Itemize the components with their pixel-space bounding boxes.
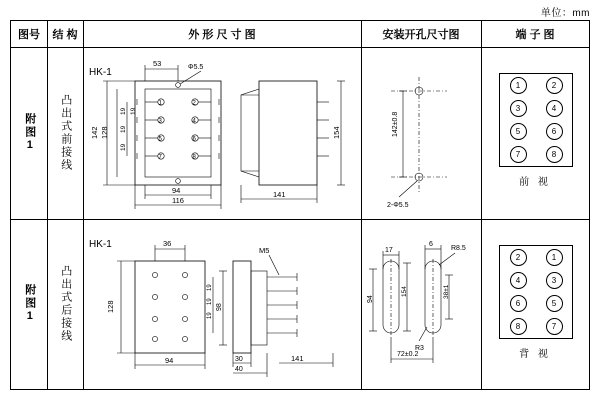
col-divider-4 xyxy=(481,21,482,389)
terminal-7: 7 xyxy=(546,318,563,335)
svg-text:3: 3 xyxy=(158,118,162,125)
header-col-terminal: 端 子 图 xyxy=(515,29,555,41)
svg-text:19: 19 xyxy=(120,143,127,151)
header-col-code: 图号 xyxy=(18,29,40,41)
svg-text:6: 6 xyxy=(429,241,433,248)
svg-text:141: 141 xyxy=(291,354,304,363)
svg-text:154: 154 xyxy=(332,126,341,139)
header-col-outline: 外 形 尺 寸 图 xyxy=(188,29,256,41)
row1-model: HK-1 xyxy=(89,67,112,78)
svg-text:19: 19 xyxy=(120,107,127,115)
svg-text:141: 141 xyxy=(273,190,286,199)
svg-text:94: 94 xyxy=(367,295,374,303)
svg-text:7: 7 xyxy=(158,154,162,161)
svg-text:17: 17 xyxy=(385,247,393,254)
terminal-1: 1 xyxy=(546,249,563,266)
terminal-4: 4 xyxy=(510,272,527,289)
svg-text:40: 40 xyxy=(235,366,243,373)
row1-struct xyxy=(47,47,83,219)
row2-struct-text: 凸出式后接线 xyxy=(59,265,72,343)
svg-text:94: 94 xyxy=(172,186,181,195)
unit-note: 单位：mm xyxy=(540,8,590,19)
row2-outline-drawing xyxy=(83,219,361,389)
terminal-2: 2 xyxy=(510,249,527,266)
svg-text:Φ5.5: Φ5.5 xyxy=(188,64,204,71)
svg-text:128: 128 xyxy=(106,300,115,313)
svg-text:98: 98 xyxy=(216,303,223,311)
header-col-mount: 安装开孔尺寸图 xyxy=(382,29,460,41)
svg-text:6: 6 xyxy=(192,136,196,143)
terminal-8: 8 xyxy=(510,318,527,335)
svg-text:R3: R3 xyxy=(415,345,424,352)
svg-text:30: 30 xyxy=(235,356,243,363)
svg-text:2-Φ5.5: 2-Φ5.5 xyxy=(387,202,409,209)
svg-text:142: 142 xyxy=(90,126,99,139)
terminal-2: 2 xyxy=(546,77,563,94)
row2-struct xyxy=(47,219,83,389)
drawing-table xyxy=(10,20,590,390)
row1-terminal-caption: 前 视 xyxy=(519,177,551,188)
svg-text:8: 8 xyxy=(192,154,196,161)
svg-text:128: 128 xyxy=(100,126,109,139)
svg-text:53: 53 xyxy=(153,59,162,68)
row1-outline-drawing xyxy=(83,47,361,219)
svg-text:19: 19 xyxy=(207,284,213,291)
row2-code xyxy=(11,219,47,389)
terminal-5: 5 xyxy=(546,295,563,312)
svg-text:19: 19 xyxy=(207,312,213,319)
row2-model: HK-1 xyxy=(89,239,112,250)
terminal-8: 8 xyxy=(546,146,563,163)
svg-text:36: 36 xyxy=(163,239,172,248)
svg-text:116: 116 xyxy=(172,196,184,205)
row1-terminal-box xyxy=(499,73,573,167)
svg-text:2: 2 xyxy=(192,100,196,107)
svg-text:154: 154 xyxy=(401,286,408,297)
svg-text:19: 19 xyxy=(120,125,127,133)
svg-text:19: 19 xyxy=(130,107,137,115)
terminal-3: 3 xyxy=(510,100,527,117)
row1-struct-text: 凸出式前接线 xyxy=(59,94,72,172)
row2-terminal-caption: 背 视 xyxy=(519,349,551,360)
terminal-4: 4 xyxy=(546,100,563,117)
header-col-struct: 结 构 xyxy=(52,29,78,41)
svg-text:38±1: 38±1 xyxy=(443,284,450,299)
row2-terminal-box xyxy=(499,245,573,339)
terminal-7: 7 xyxy=(510,146,527,163)
svg-text:R8.5: R8.5 xyxy=(451,245,466,252)
row2-mount-drawing xyxy=(361,219,481,389)
svg-text:5: 5 xyxy=(158,136,162,143)
row1-code xyxy=(11,47,47,219)
row1-mount-drawing xyxy=(361,47,481,219)
svg-text:142±0.8: 142±0.8 xyxy=(392,111,399,137)
terminal-1: 1 xyxy=(510,77,527,94)
svg-text:72±0.2: 72±0.2 xyxy=(397,351,419,358)
row1-code-text: 附图1 xyxy=(23,113,36,153)
svg-text:4: 4 xyxy=(192,118,196,125)
svg-text:19: 19 xyxy=(207,298,213,305)
terminal-6: 6 xyxy=(510,295,527,312)
svg-text:94: 94 xyxy=(165,356,174,365)
svg-text:M5: M5 xyxy=(259,246,270,255)
svg-text:1: 1 xyxy=(158,100,162,107)
terminal-6: 6 xyxy=(546,123,563,140)
terminal-5: 5 xyxy=(510,123,527,140)
row2-code-text: 附图1 xyxy=(23,284,36,324)
terminal-3: 3 xyxy=(546,272,563,289)
